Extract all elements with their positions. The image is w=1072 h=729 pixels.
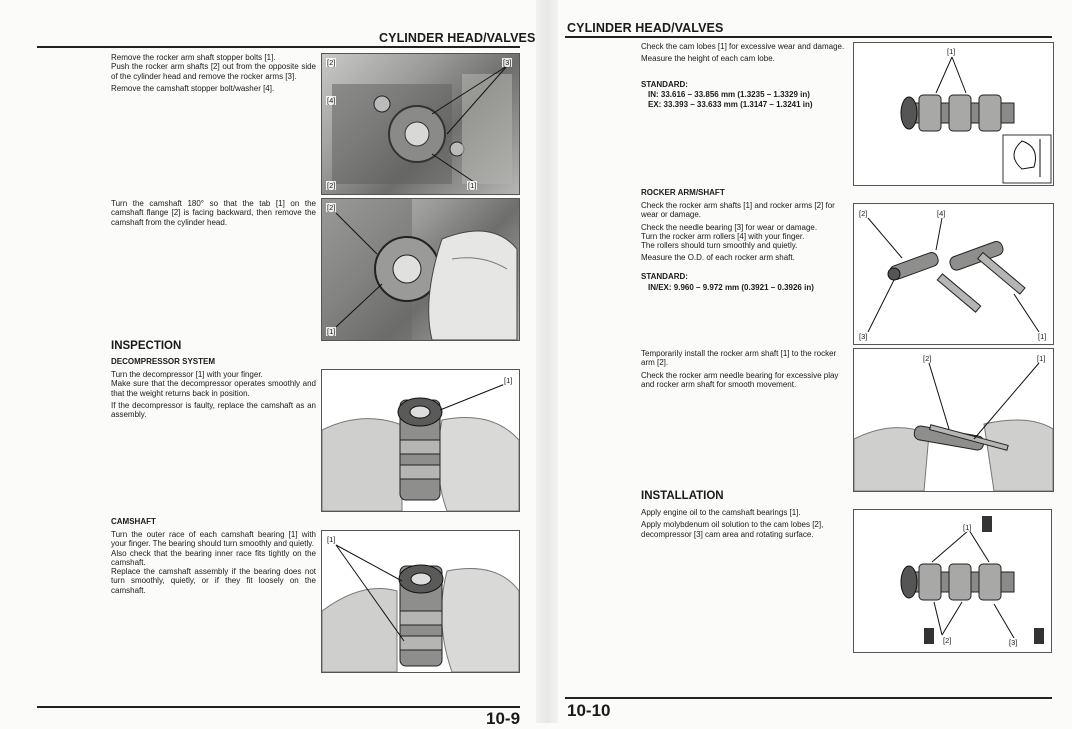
book-gutter <box>536 0 558 723</box>
camshaft-lubrication-illustration <box>854 510 1051 652</box>
standard-label: STANDARD: <box>641 272 688 281</box>
callout-label: [2] <box>923 354 932 363</box>
section-title-installation: INSTALLATION <box>641 490 724 502</box>
callout-label: [4] <box>937 209 946 218</box>
text-line: Push the rocker arm shafts [2] out from the opposite side of the cylinder head and remove the rocker arms [3]. <box>111 62 316 81</box>
text-line: Check the rocker arm shafts [1] and rocker arms [2] for wear or damage. <box>641 201 835 220</box>
page-header: CYLINDER HEAD/VALVES <box>379 31 536 45</box>
section-title-inspection: INSPECTION <box>111 340 182 352</box>
callout-label: [4] <box>327 96 336 105</box>
callout-label: [2] <box>859 209 868 218</box>
standard-value-in: IN: 33.616 – 33.856 mm (1.3235 – 1.3329 in) <box>648 90 810 99</box>
callout-label: [1] <box>468 181 477 190</box>
rocker-text <box>641 201 851 266</box>
callout-label: [1] <box>947 47 956 56</box>
page-header: CYLINDER HEAD/VALVES <box>567 21 724 35</box>
header-rule <box>37 46 520 48</box>
callout-label: [3] <box>1009 638 1018 647</box>
cam-lobe-text <box>641 42 847 67</box>
camshaft-lobes-illustration <box>854 43 1053 185</box>
subsection-title-decompressor: DECOMPRESSOR SYSTEM <box>111 357 216 366</box>
text-line: The rollers should turn smoothly and quietly. <box>641 241 798 251</box>
text-line: Remove the rocker arm shaft stopper bolts [1]. <box>111 53 276 62</box>
page-number: 10-9 <box>486 709 521 728</box>
text-line: Check the rocker arm needle bearing for excessive play and rocker arm shaft for smooth movement. <box>641 370 839 389</box>
decompressor-illustration <box>322 370 519 511</box>
figure-rocker-arm-shaft <box>853 203 1054 345</box>
subsection-title-rocker: ROCKER ARM/SHAFT <box>641 188 725 197</box>
text-line: Turn the decompressor [1] with your finger. <box>111 370 263 379</box>
temporary-install-text <box>641 349 851 392</box>
text-line: Temporarily install the rocker arm shaft [1] to the rocker arm [2]. <box>641 349 837 368</box>
text-line: If the decompressor is faulty, replace the camshaft as an assembly. <box>111 400 316 420</box>
figure-cylinder-head-rocker <box>321 53 520 195</box>
text-line: Check the needle bearing [3] for wear or damage. <box>641 222 818 232</box>
text-line: Remove the camshaft stopper bolt/washer [4]. <box>111 83 275 93</box>
text-line: Measure the O.D. of each rocker arm shaft. <box>641 253 795 263</box>
text-line: Make sure that the decompressor operates smoothly and that the weight returns back in position. <box>111 379 316 398</box>
figure-camshaft-removal <box>321 198 520 341</box>
page-number: 10-10 <box>567 701 611 720</box>
text-line: Turn the rocker arm rollers [4] with your finger. <box>641 231 805 241</box>
camshaft-bearing-illustration <box>322 531 519 672</box>
standard-label: STANDARD: <box>641 80 688 89</box>
figure-decompressor-check <box>321 369 520 512</box>
step-camshaft-removal-text: Turn the camshaft 180° so that the tab [1] on the camshaft flange [2] is facing backward, then remove the camshaft from the cylinder head. <box>111 199 316 227</box>
text-line: Replace the camshaft assembly if the bearing does not turn smoothly, quietly, or if they fit loosely on the camshaft. <box>111 567 316 595</box>
callout-label: [1] <box>1037 354 1046 363</box>
installation-text <box>641 508 851 542</box>
figure-camshaft-bearing-check <box>321 530 520 673</box>
step-rocker-removal-text <box>111 53 316 96</box>
hand-camshaft-illustration <box>322 199 519 340</box>
callout-label: [1] <box>327 535 336 544</box>
text-line: Apply engine oil to the camshaft bearings [1]. <box>641 508 801 517</box>
callout-label: [1] <box>504 376 513 385</box>
rocker-install-illustration <box>854 349 1053 491</box>
decompressor-text <box>111 370 316 422</box>
callout-label: [2] <box>327 203 336 212</box>
rocker-arm-illustration <box>854 204 1053 344</box>
callout-label: [3] <box>859 332 868 341</box>
callout-label: [1] <box>963 523 972 532</box>
callout-label: [3] <box>503 58 512 67</box>
callout-label: [1] <box>327 327 336 336</box>
text-line: Turn the outer race of each camshaft bearing [1] with your finger. The bearing should turn smoothly and quietly. <box>111 530 316 549</box>
standard-value-rocker-shaft: IN/EX: 9.960 – 9.972 mm (0.3921 – 0.3926 in) <box>648 283 814 292</box>
figure-cam-lobes <box>853 42 1054 186</box>
text-line: Also check that the bearing inner race fits tightly on the camshaft. <box>111 548 316 567</box>
header-rule <box>565 36 1052 38</box>
figure-camshaft-lubrication <box>853 509 1052 653</box>
footer-rule <box>565 697 1052 699</box>
text-line: Apply molybdenum oil solution to the cam lobes [2], decompressor [3] cam area and rotating surface. <box>641 520 824 539</box>
camshaft-text <box>111 530 316 598</box>
standard-value-ex: EX: 33.393 – 33.633 mm (1.3147 – 1.3241 in) <box>648 100 813 109</box>
footer-rule <box>37 706 520 708</box>
engine-illustration <box>322 54 519 194</box>
text-line: Measure the height of each cam lobe. <box>641 54 775 64</box>
text-line: Check the cam lobes [1] for excessive wear and damage. <box>641 42 845 51</box>
callout-label: [2] <box>327 181 336 190</box>
callout-label: [2] <box>327 58 336 67</box>
callout-label: [1] <box>1038 332 1047 341</box>
subsection-title-camshaft: CAMSHAFT <box>111 517 156 526</box>
figure-rocker-temp-install <box>853 348 1054 492</box>
callout-label: [2] <box>943 636 952 645</box>
